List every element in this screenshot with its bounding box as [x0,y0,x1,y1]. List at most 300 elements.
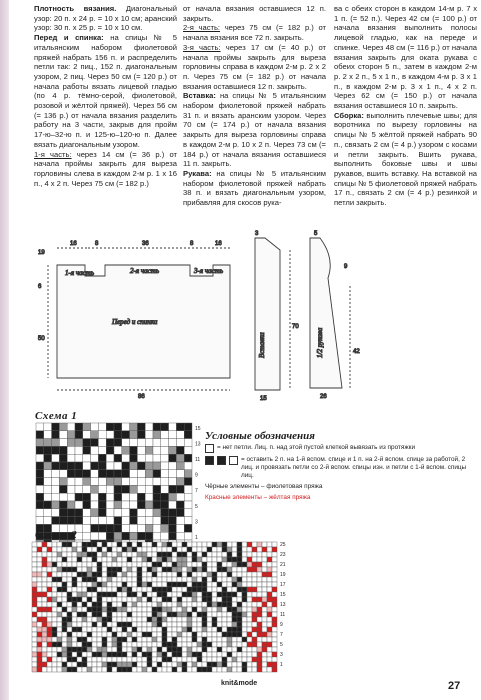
chart-cell [192,547,197,552]
chart-cell [187,607,192,612]
chart-cell [37,662,42,667]
chart-cell [232,642,237,647]
chart-cell [172,637,177,642]
chart-cell [137,662,142,667]
chart-cell [257,637,262,642]
chart-cell [237,667,242,672]
chart-cell [82,592,87,597]
label-part1: 1-я часть [65,269,95,277]
label-insert: Вставка [258,332,266,358]
chart-cell [267,607,272,612]
row-number: 17 [280,582,286,588]
chart-cell [102,667,107,672]
chart-cell [172,572,177,577]
chart-cell [77,627,82,632]
chart-cell [87,667,92,672]
chart-cell [127,582,132,587]
chart-cell [247,667,252,672]
chart-cell [122,501,130,509]
chart-cell [47,607,52,612]
chart-cell [47,662,52,667]
chart-cell [91,446,99,454]
chart-cell [212,547,217,552]
chart-cell [252,642,257,647]
chart-cell [207,552,212,557]
chart-cell [212,582,217,587]
chart-cell [42,542,47,547]
chart-cell [257,577,262,582]
chart-cell [197,602,202,607]
chart-cell [152,617,157,622]
chart-cell [237,547,242,552]
chart-cell [62,557,67,562]
chart-cell [172,582,177,587]
chart-cell [42,627,47,632]
chart-cell [142,547,147,552]
chart-cell [167,557,172,562]
chart-cell [137,517,145,525]
chart-cell [97,582,102,587]
chart-cell [262,627,267,632]
chart-cell [62,552,67,557]
chart-cell [157,652,162,657]
chart-cell [207,562,212,567]
chart-cell [237,542,242,547]
chart-cell [153,509,161,517]
chart-cell [42,667,47,672]
chart-cell [247,622,252,627]
chart-cell [252,602,257,607]
chart-cell [82,642,87,647]
chart-cell [212,572,217,577]
chart-cell [52,439,60,447]
sleeve-piece [310,238,350,388]
chart-cell [272,627,277,632]
chart-cell [98,509,106,517]
chart-cell [217,587,222,592]
chart-cell [152,657,157,662]
text-column-1 [34,4,177,188]
chart-cell [152,662,157,667]
chart-cell [152,602,157,607]
chart-cell [247,662,252,667]
text-column-2 [183,4,326,208]
chart-cell [202,542,207,547]
chart-cell [91,423,99,431]
chart-cell [227,627,232,632]
chart-cell [122,627,127,632]
chart-cell [112,617,117,622]
chart-cell [242,622,247,627]
chart-cell [187,597,192,602]
chart-cell [182,612,187,617]
chart-cell [132,597,137,602]
chart-cell [252,547,257,552]
chart-cell [112,667,117,672]
chart-cell [222,637,227,642]
chart-cell [197,582,202,587]
chart-cell [62,657,67,662]
chart-cell [98,532,106,540]
chart-cell [122,652,127,657]
chart-cell [167,592,172,597]
chart-cell [97,607,102,612]
chart-cell [42,637,47,642]
chart-cell [72,662,77,667]
chart-cell [142,577,147,582]
chart-cell [92,667,97,672]
chart-cell [272,542,277,547]
chart-cell [117,597,122,602]
chart-cell [117,662,122,667]
chart-cell [83,446,91,454]
chart-cell [252,652,257,657]
chart-cell [267,662,272,667]
chart-cell [130,501,138,509]
chart-cell [42,582,47,587]
chart-cell [272,637,277,642]
chart-cell [237,557,242,562]
chart-cell [62,617,67,622]
chart-cell [107,542,112,547]
chart-cell [202,567,207,572]
chart-cell [72,562,77,567]
chart-cell [37,642,42,647]
chart-cell [232,667,237,672]
chart-cell [192,587,197,592]
chart-cell [247,627,252,632]
chart-cell [169,509,177,517]
chart-cell [67,667,72,672]
chart-cell [87,602,92,607]
chart-cell [114,423,122,431]
chart-cell [147,567,152,572]
chart-cell [32,562,37,567]
chart-cell [117,657,122,662]
chart-cell [157,597,162,602]
chart-cell [47,637,52,642]
chart-cell [169,501,177,509]
chart-cell [32,622,37,627]
chart-cell [82,652,87,657]
chart-cell [157,547,162,552]
chart-cell [152,582,157,587]
chart-cell [92,632,97,637]
chart-cell [107,622,112,627]
chart-cell [267,667,272,672]
chart-cell [102,577,107,582]
chart-cell [72,567,77,572]
chart-cell [62,582,67,587]
chart-cell [59,478,67,486]
chart-cell [177,567,182,572]
chart-cell [77,612,82,617]
row-number: 9 [280,622,283,628]
chart-cell [97,562,102,567]
chart-cell [232,612,237,617]
chart-cell [222,667,227,672]
chart-cell [162,617,167,622]
chart-cell [37,637,42,642]
chart-cell [102,632,107,637]
chart-cell [212,587,217,592]
chart-cell [207,612,212,617]
chart-cell [232,607,237,612]
chart-cell [147,547,152,552]
chart-cell [52,577,57,582]
sleeves-text-cont: ва с обеих сторон в каждом 14-м р. 7 х 1 п. (= 52 п.). Через 42 см (= 100 р.) от начала вязания выполнить полосы лицевой гладью, как на переде и спинке. Через 48 см (= 116 р.) от начала вязания закрыть для оката рукава с обеих сторон 5 п., затем в каждом 2-м р. 2 х 2 п., 5 х 1 п., в каждом 4-м р. 3 х 1 п., в каждом 2-м р. 3 х 1 п., 4 х 2 п. Через 62 см (= 150 р.) от начала вязания оставшиеся 10 п. закрыть. [334,4,477,111]
chart-cell [217,652,222,657]
chart-cell [161,462,169,470]
chart-cell [217,647,222,652]
chart-cell [57,587,62,592]
chart-cell [242,572,247,577]
chart-cell [262,592,267,597]
chart-cell [87,652,92,657]
chart-cell [52,582,57,587]
chart-cell [117,652,122,657]
chart-cell [192,632,197,637]
chart-cell [47,542,52,547]
chart-cell [252,587,257,592]
chart-cell [177,647,182,652]
chart-cell [267,567,272,572]
chart-cell [187,562,192,567]
chart-cell [37,567,42,572]
chart-cell [37,627,42,632]
chart-cell [182,632,187,637]
chart-cell [222,627,227,632]
chart-cell [197,547,202,552]
chart-cell [117,667,122,672]
chart-cell [192,622,197,627]
chart-cell [262,612,267,617]
chart-cell [82,577,87,582]
chart-cell [42,652,47,657]
chart-cell [217,602,222,607]
chart-cell [197,662,202,667]
chart-cell [207,657,212,662]
chart-cell [237,642,242,647]
chart-cell [217,552,222,557]
chart-cell [242,567,247,572]
chart-cell [184,524,192,532]
chart-cell [72,592,77,597]
chart-cell [267,647,272,652]
chart-cell [252,632,257,637]
chart-cell [137,572,142,577]
chart-cell [98,493,106,501]
chart-cell [262,662,267,667]
chart-cell [77,547,82,552]
chart-cell [167,602,172,607]
chart-cell [98,454,106,462]
chart-cell [177,607,182,612]
dim-9: 9 [344,264,348,270]
chart-cell [237,617,242,622]
chart-cell [202,627,207,632]
chart-cell [92,652,97,657]
chart-cell [182,652,187,657]
chart-cell [67,462,75,470]
chart-cell [130,517,138,525]
chart-cell [262,597,267,602]
chart-cell [212,602,217,607]
chart-cell [207,642,212,647]
chart-cell [117,542,122,547]
chart-cell [237,632,242,637]
chart-cell [207,627,212,632]
chart-cell [137,485,145,493]
chart-cell [132,602,137,607]
insert-piece [255,238,290,390]
chart-cell [132,632,137,637]
chart-cell [232,587,237,592]
chart-cell [132,637,137,642]
chart-cell [117,567,122,572]
chart-cell [207,667,212,672]
chart-cell [145,431,153,439]
chart-cell [167,547,172,552]
chart-cell [247,597,252,602]
chart-cell [192,647,197,652]
chart-cell [182,622,187,627]
chart-cell [142,567,147,572]
chart-cell [72,657,77,662]
chart-cell [91,454,99,462]
chart-cell [227,617,232,622]
dim-8-left: 8 [95,241,99,247]
chart-cell [37,582,42,587]
chart-cell [92,592,97,597]
chart-cell [106,423,114,431]
chart-cell [47,557,52,562]
chart-cell [87,582,92,587]
chart-cell [47,577,52,582]
chart-cell [102,612,107,617]
chart-cell [72,667,77,672]
chart-cell [107,582,112,587]
chart-cell [176,423,184,431]
chart-cell [62,592,67,597]
chart-cell [97,662,102,667]
chart-cell [52,607,57,612]
chart-cell [192,667,197,672]
chart-cell [42,562,47,567]
chart-cell [52,667,57,672]
chart-cell [37,597,42,602]
chart-cell [52,652,57,657]
chart-cell [242,602,247,607]
pattern-pieces-diagram [30,228,470,408]
chart-cell [153,517,161,525]
chart-cell [207,592,212,597]
chart-cell [132,617,137,622]
chart-cell [37,557,42,562]
chart-cell [91,470,99,478]
chart-cell [169,454,177,462]
chart-cell [122,470,130,478]
chart-cell [222,657,227,662]
chart-cell [97,567,102,572]
chart-cell [152,552,157,557]
chart-cell [197,637,202,642]
chart-cell [59,501,67,509]
chart-cell [87,657,92,662]
chart-cell [262,667,267,672]
chart-cell [187,612,192,617]
chart-cell [77,667,82,672]
chart-cell [87,612,92,617]
chart-cell [117,617,122,622]
chart-cell [147,667,152,672]
chart-cell [87,607,92,612]
chart-cell [132,627,137,632]
chart-cell [147,632,152,637]
chart-cell [32,662,37,667]
chart-cell [67,478,75,486]
chart-cell [207,547,212,552]
chart-cell [202,622,207,627]
chart-cell [184,501,192,509]
row-number: 9 [195,472,198,479]
chart-cell [102,627,107,632]
chart-cell [42,612,47,617]
chart-cell [117,637,122,642]
chart-cell [142,542,147,547]
chart-cell [137,632,142,637]
chart-cell [107,657,112,662]
chart-cell [130,493,138,501]
chart-cell [127,622,132,627]
chart-cell [176,439,184,447]
chart-cell [92,627,97,632]
chart-cell [182,587,187,592]
chart-cell [122,485,130,493]
chart-cell [37,657,42,662]
chart-cell [57,557,62,562]
chart-cell [67,587,72,592]
chart-cell [176,485,184,493]
chart-cell [257,652,262,657]
chart-cell [262,642,267,647]
chart-cell [167,637,172,642]
chart-cell [182,592,187,597]
chart-cell [167,642,172,647]
chart-cell [187,552,192,557]
chart-cell [87,617,92,622]
chart-cell [152,547,157,552]
chart-cell [257,582,262,587]
chart-cell [37,617,42,622]
chart-cell [182,627,187,632]
chart-cell [187,657,192,662]
chart-cell [57,582,62,587]
chart-cell [122,597,127,602]
chart-cell [202,617,207,622]
chart-cell [130,454,138,462]
chart-cell [112,547,117,552]
chart-cell [57,667,62,672]
row-number: 15 [280,592,286,598]
chart-cell [67,612,72,617]
dim-26: 26 [320,394,327,400]
chart-cell [252,612,257,617]
chart-cell [167,587,172,592]
chart-cell [59,462,67,470]
chart-cell [107,612,112,617]
chart-cell [147,617,152,622]
